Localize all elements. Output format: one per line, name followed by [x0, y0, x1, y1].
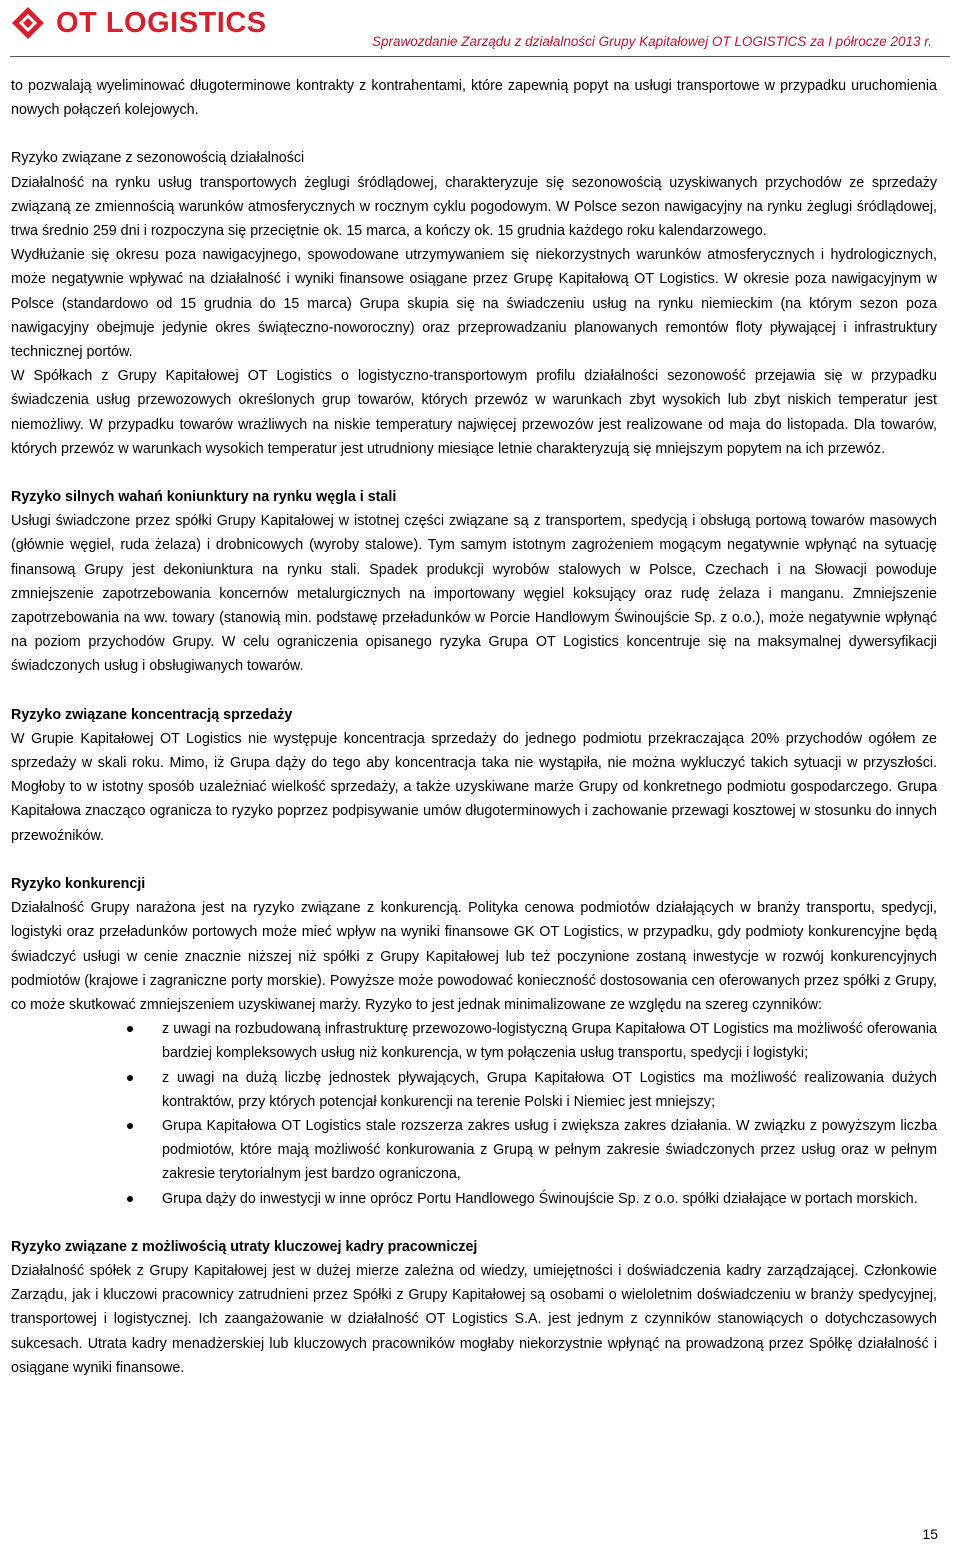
logo-text: OT LOGISTICS: [56, 6, 267, 39]
intro-continuation: to pozwalają wyeliminować długoterminowe kontrakty z kontrahentami, które zapewnią popyt na usługi transportowe w przypadku uruchomienia nowych połączeń kolejowych.: [11, 78, 937, 119]
list-item: Grupa dąży do inwestycji w inne oprócz Portu Handlowego Świnoujście Sp. z o.o. spółki działające w portach morskich.: [162, 1187, 937, 1211]
list-item: z uwagi na rozbudowaną infrastrukturę przewozowo-logistyczną Grupa Kapitałowa OT Logistics ma możliwość oferowania bardziej kompleksowych usług niż konkurencja, w tym połączenia usług transportu, spedycji i logistyki;: [162, 1017, 937, 1065]
key-staff-paragraph: Działalność spółek z Grupy Kapitałowej jest w dużej mierze zależna od wiedzy, umiejętności i doświadczenia kadry zarządzającej. Członkowie Zarządu, jak i kluczowi pracownicy zatrudnieni przez Spółki z Grupy Kapitałowej są osobami o wieloletnim doświadczeniu w branży spedycyjnej, transportowej i logistycznej. Ich zaangażowanie w działalność OT Logistics S.A. jest jednym z czynników stanowiących o dotychczasowych sukcesach. Utrata kadry menadżerskiej lub kluczowych pracowników mogłaby niekorzystnie wpłynąć na prowadzoną przez Spółkę działalność i osiągane wyniki finansowe.: [11, 1262, 937, 1376]
competition-paragraph: Działalność Grupy narażona jest na ryzyko związane z konkurencją. Polityka cenowa podmiotów działających w branży transportu, spedycji, logistyki oraz przeładunków portowych może mieć wpływ na wyniki finansowe GK OT Logistics, w przypadku, gdy podmioty konkurencyjne będą świadczyć usługi w cenie znacznie niższej niż spółki z Grupy Kapitałowej lub też poczynione zostaną inwestycje w rozwój konkurencyjnych podmiotów (krajowe i zagraniczne porty morskie). Powyższe może powodować konieczność dostosowania cen oferowanych przez spółki z Grupy, co może skutkować zmniejszeniem uzyskiwanej marży. Ryzyko to jest jednak minimalizowane ze względu na szereg czynników:: [11, 900, 937, 1013]
document-body: [11, 74, 937, 1380]
seasonality-paragraph-2: Wydłużanie się okresu poza nawigacyjnego, spowodowane utrzymywaniem się niekorzystnych warunków atmosferycznych i hydrologicznych, może negatywnie wpływać na działalność i wyniki finansowe osiągane przez Grupę Kapitałową OT Logistics. W okresie poza nawigacyjnym w Polsce (standardowo od 15 grudnia do 15 marca) Grupa skupia się na świadczeniu usług na rynku niemieckim (na którym sezon poza nawigacyjny obejmuje jedynie okres świąteczno-noworoczny) oraz przeprowadzaniu planowanych remontów floty pływającej i infrastruktury technicznej portów.: [11, 247, 937, 361]
list-item: z uwagi na dużą liczbę jednostek pływających, Grupa Kapitałowa OT Logistics ma możliwość realizowania dużych kontraktów, przy których potencjał konkurencji na terenie Polski i Niemiec jest mniejszy;: [162, 1066, 937, 1114]
list-item: Grupa Kapitałowa OT Logistics stale rozszerza zakres usług i zwiększa zakres działania. W związku z powyższym liczba podmiotów, które mają możliwość konkurowania z Grupą w pełnym zakresie świadczonych przez usług oraz w pełnym zakresie terytorialnym jest bardzo ograniczona,: [162, 1114, 937, 1187]
company-logo: [10, 4, 267, 42]
coal-steel-heading: Ryzyko silnych wahań koniunktury na rynku węgla i stali: [11, 489, 397, 506]
sales-concentration-heading: Ryzyko związane koncentracją sprzedaży: [11, 706, 293, 723]
seasonality-paragraph-1: Działalność na rynku usług transportowych żeglugi śródlądowej, charakteryzuje się sezonowością uzyskiwanych przychodów ze sprzedaży związaną ze zmiennością warunków atmosferycznych w rocznym cyklu pogodowym. W Polsce sezon nawigacyjny na rynku żeglugi śródlądowej, trwa średnio 259 dni i rozpoczyna się przeciętnie ok. 15 marca, a kończy ok. 15 grudnia każdego roku kalendarzowego.: [11, 174, 937, 240]
key-staff-heading: Ryzyko związane z możliwością utraty kluczowej kadry pracowniczej: [11, 1238, 478, 1255]
seasonality-heading: Ryzyko związane z sezonowością działalności: [11, 150, 305, 167]
report-title: Sprawozdanie Zarządu z działalności Grupy Kapitałowej OT LOGISTICS za I półrocze 2013 r.: [371, 34, 932, 49]
competition-heading: Ryzyko konkurencji: [11, 875, 146, 892]
competition-factors-list: [11, 1017, 937, 1211]
seasonality-paragraph-3: W Spółkach z Grupy Kapitałowej OT Logistics o logistyczno-transportowym profilu działalności sezonowość przejawia się w przypadku świadczenia usług przewozowych określonych grup towarów, których przewóz w warunkach zbyt wysokich lub zbyt niskich temperatur jest niemożliwy. W przypadku towarów wrażliwych na niskie temperatury najwięcej przewozów jest realizowane od maja do listopada. Dla towarów, których przewóz w warunkach wysokich temperatur jest utrudniony miesiące letnie charakteryzują się mniejszym popytem na ich przewóz.: [11, 368, 937, 457]
page-number: 15: [922, 1526, 938, 1542]
sales-concentration-paragraph: W Grupie Kapitałowej OT Logistics nie występuje koncentracja sprzedaży do jednego podmiotu przekraczająca 20% przychodów ogółem ze sprzedaży w skali roku. Mimo, iż Grupa dąży do tego aby koncentracja taka nie wystąpiła, nie można wykluczyć takich sytuacji w przyszłości. Mogłoby to w istotny sposób uzależniać wielkość sprzedaży, a także uzyskiwane marże Grupy od konkretnego podmiotu gospodarczego. Grupa Kapitałowa znacząco ogranicza to ryzyko poprzez podpisywanie umów długoterminowych i zachowanie przewagi kosztowej w stosunku do innych przewoźników.: [11, 730, 937, 844]
ot-logistics-logo-mark-icon: [10, 5, 46, 41]
coal-steel-paragraph: Usługi świadczone przez spółki Grupy Kapitałowej w istotnej części związane są z transportem, spedycją i obsługą portową towarów masowych (głównie węgiel, ruda żelaza) i drobnicowych (wyroby stalowe). Tym samym istotnym zagrożeniem mogącym negatywnie wpłynąć na sytuację finansową Grupy jest dekoniunktura na rynku stali. Spadek produkcji wyrobów stalowych w Polsce, Czechach i na Słowacji powoduje zmniejszenie zapotrzebowania koncernów metalurgicznych na importowany węgiel koksujący oraz rudę żelaza i manganu. Zmniejszenie zapotrzebowania na ww. towary (stanowią min. podstawę przeładunków w Porcie Handlowym Świnoujście Sp. z o.o.), może negatywnie wpłynąć na poziom przychodów Grupy. W celu ograniczenia opisanego ryzyka Grupa OT Logistics koncentruje się na maksymalnej dywersyfikacji świadczonych usług i obsługiwanych towarów.: [11, 513, 937, 675]
page-header: [0, 0, 960, 62]
header-divider: [10, 56, 950, 57]
